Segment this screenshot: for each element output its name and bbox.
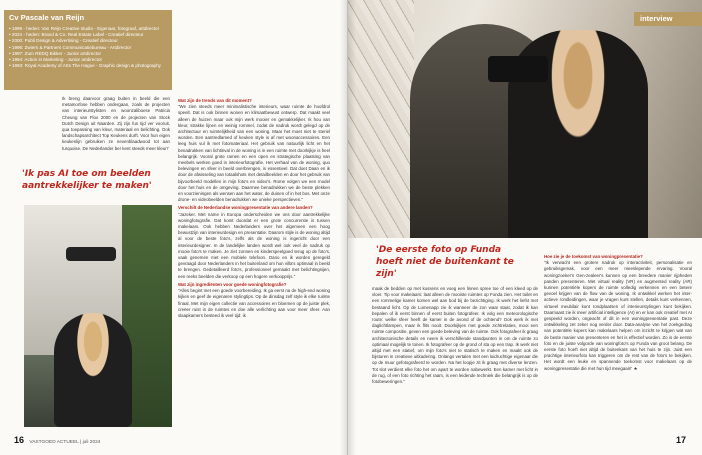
answer-paragraph: "Alles begint met een goede voorbereiding. Ik ga eerst na de high-end woning kijken en geef de eigenaren stylingtips. Op de dinsdag zelf style ik elke ruimte finaal. Met mijn eigen collectie van accessoires en bloemen op de juiste plek, creëer ruist in de ruimtes en doe alle verlichting aan voor meer sfeer. Aan slaapkamers besteed ik veel tijd: ik — [178, 288, 330, 318]
woman-portrait-image — [54, 313, 132, 427]
page-number: 17 — [675, 435, 686, 445]
question-heading: Wat zijn de trends van dit moment? — [178, 98, 252, 103]
pull-quote-left: 'Ik pas AI toe om beelden aantrekkelijker te maken' — [22, 169, 152, 191]
cv-box — [4, 10, 172, 90]
cv-item: • 1996: Zwiers & Partners Communicatiebureau - Artdirector — [9, 45, 167, 51]
question-heading: Verschilt de Nederlandse woningpresentatie van andere landen? — [178, 205, 313, 211]
section-tag: interview — [634, 12, 702, 26]
left-page — [0, 0, 348, 455]
marble-wall-image — [348, 0, 414, 238]
pull-quote-right: 'De eerste foto op Funda hoeft niet de buitenkant te zijn' — [376, 245, 514, 279]
spread-gutter — [340, 0, 356, 455]
page-number: 16 — [14, 435, 25, 445]
cv-item: • 2024 - heden: Brand & Co. Real Estate Label - Creatief directeur — [9, 32, 167, 38]
main-photo-photographer — [348, 0, 702, 238]
folio-left — [14, 435, 100, 445]
right-page — [348, 0, 702, 455]
cv-item: • 1994: Action in Marketing - Junior artdirector — [9, 57, 167, 63]
left-column-2 — [178, 96, 330, 424]
cv-item: • 2000: Publi Design & Advertising - Creatief directeur — [9, 38, 167, 44]
folio-right — [676, 435, 690, 445]
magazine-issue: VASTGOED ACTUEEL | juli 2024 — [29, 440, 101, 445]
cv-item: • 1999 - heden: Van Reijn Creative studio - Eigenaar, fotograaf, artdirector — [9, 26, 167, 32]
answer-paragraph: "Ik verwacht een grotere nadruk op interactiviteit, personalisatie en gebruiksgemak, voor een meer meeslepende ervaring. Vooral woningzoeker's Gen-zealeer's kunnen op een breedere manier rijpheden panden presenteren. Met virtual reality (VR) en augmented reality (AR) kunnen potentiële kopers de ruimte volledig verkennen en een betere gevoel krijgen van de flow van de woning. Ik ontwikkel werken het interactieve rondleidingen, waar je vragen kunt stellen, details kunt verkennen, virtueel meubilair kunt rondplaatsen of interieurstylingen kunt bekijken. Daarnaast zie ik meer artificial intelligence (AI) en er kan ook creatief met AI gespeeld worden, ongeacht of dit in een woningpresentatie past. Deze ontwikkeling zet zeker nog verder door. Data-analyse van het zoekgedrag van potentiële kopers kan makelaars helpen om inzicht te krijgen wat van de beste manier van presenteren en het is effectief worden. Zo is de eerste foto en de juiste volgorde van woningfoto's op Funda van groot belang. De eerste foto hoeft niet altijd de buitenkant van het huis te zijn. Juist een prachtige interieurfoto kan triggeren om de rest van de foto's te bekijken. Het wordt een leuke en spannende toekomst voor makelaars op de woningpresentatie die met hun tijd meegaan!' ★ — [544, 260, 692, 371]
cv-title: Cv Pascale van Reijn — [9, 13, 85, 22]
right-column-2 — [544, 252, 692, 434]
question-heading: Hoe zie je de toekomst van woningpresentatie? — [544, 254, 643, 259]
portrait-photo-drone — [24, 205, 172, 427]
cv-item: • 1993: Royal Academy of Arts The Hague - Graphic design & photography — [9, 63, 167, 69]
cv-list — [9, 26, 167, 69]
drone-image — [66, 247, 116, 261]
camera-image — [488, 56, 548, 82]
answer-paragraph: "Jazeker. Met name in Europa onderscheiden we ons door aantrekkelijke woningfotografie. Dat komt doordat er een grote concurrentie is tussen makelaars. Ook hebben Nederlanders over het algemeen een hoog bewustzijn van interieurdesign en presentatie. Daarom stijle is de woning altijd al voor de beste foto's, zelfs als de woning is ingericht door een interieurdesigner. In de landelijke landen wordt wel ook veel de nadruk op mooie foto's te maken. Je ziet zonnen en kinderspeelgoed terug op de foto's, vaak genemen met een mobiele telefoon. Dano en ik worden geregeld gevraagd door Nederlanders in het buitenland om hun villa's optimaal in beeld te brengen. Gedetailleerd foto's, professioneel gemaakt met belichtingsijen, een reeks beelden die verkoop op een hogere verkoopprijs." — [178, 211, 330, 279]
intro-paragraph: Ik breng daarvoor graag buiten in beeld die een metamorfose hebben ondergaan, zoals de projecten van interieurstylisten en woonzaliboese Patricia Cheung van Flox 2000 en de projecten van Stock Dutch Design uit Naarden. Zij zijn fun tijd ver vooruit, qua toepassing van kleur, materiaal en belichting. Ook landschapsarchitect Top Keukens durft. Voor hun eigen keukenlijn gebruiken ze nevenblaadwood tot aan turquoise. De Nederlander ber kent steeds meer kleur!' — [62, 96, 170, 151]
right-column-1: maak de bedden op met kussens en voeg een linnen spree toe of een kleed op de vloer. Tip voor makelaars: laat alleen de mooiste ruimtes op Funda zien. Het toilet en een rommelige kamer komen wel aan bod bij de bezichtiging. Ik werk het liefst met bestaand licht. Op de Lumenapp zie ik wanneer de zon waar staat, zodat ik kan bepalen of ik eerst binnen of eerst buiten fotografeer. Ik volg een meteorologische route: welke sfeer heeft de kamer in de avond of de ochtend? Ook werk ik met daglichtlampen, maar ik flits nooit. Doorkijkjes met goede zichtrelaties, mooi een ruimte compositie, geven een goede beleving van de ruimte. Ook fotografeer ik graag architectonische details en neem ik verschillende standpunten in om de ruimte zo optimaal mogelijk te tonen. Ik fotografeer op de grond of sta op een trap. Ik werk niet altijd met een statief, om mijn foto's niet te statisch te maken en maakt ook de bijsturen in creatieve uitkadering. Onlangs vertalen met een luidruchtige eigenaar die op de muur gefotografeerd te worden. Na het loopje zit ik graag met diverse lenzen. Tot slot verdient elke foto het om apart te worden nabewerkt. Een kamer met licht in de rug, of een foto richting het raam, is een leidende techniek die belangrijk is op de fotobeweringen." — [372, 286, 538, 385]
question-heading: Wat zijn ingrediënten voor goede woningfotografie? — [178, 281, 287, 287]
cv-item: • 1997: Zum REDQ Bikker - Junior artdirector — [9, 51, 167, 57]
answer-paragraph: "We zien steeds meer minimalistische interieurs, waar ruimte de hoofdrol speelt. Dat is ook binnen wonen en klimaatbewust ontwerp. Dat maakt veel alleen de huizen maar ook mijn werk mooier en gemakkelijker. Ik hou van kleur, strakke lijnen en weinig rommel, zodat de nadruk wordt gelegd op de architectuur en ruimtelijkheid van een woning. Maar het moet niet te steriel worden. Een aantredlamed of keuken style is af met woonaccessoires. Een leeg huis vul ik met fotomateriaal. Het gebruik van natuurlijk licht en het benadrukken van lichtinval in de woning is in een ruimte met doorkijkje is heel belangrijk. Vooral grote ramen en een open en strategische plaatsing van meebels werken goed in interieurfotografie. Het verhaal van de woning, quo belevingen en sfeer in beeld overbrengen, is essentieel. Dat doet Daan en ik door de afwisseling van totaalshots met detailbeelden en door het gebruik van bijvoorbeeld modellen in mijn foto's en video's. Rome volgen we een model door het huis en de omgeving. Daarmee benadrukken we de beste plekken en voorzieningen als wensen aan het water, de duinen of in het bos. Met onze drone- en videobeelden benadrukken we unieke perspectieven." — [178, 104, 330, 203]
